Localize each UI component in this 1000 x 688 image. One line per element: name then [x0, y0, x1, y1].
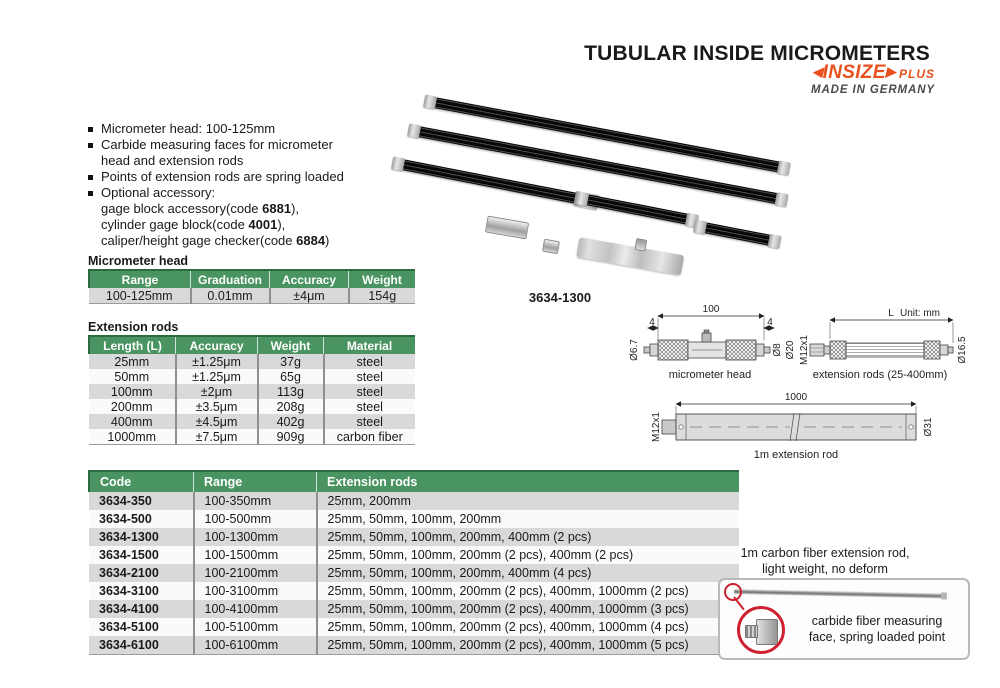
cell: 208g [258, 399, 324, 414]
column-header: Weight [258, 336, 324, 354]
feature-item: Carbide measuring faces for micrometer [88, 137, 398, 153]
carbide-face-text-line2: face, spring loaded point [808, 630, 946, 644]
column-header: Accuracy [270, 270, 349, 288]
cell: 100mm [89, 384, 176, 399]
table-row [89, 414, 415, 429]
dim-dia: Ø16.5 [957, 336, 968, 364]
dim-end-right: 4 [767, 317, 773, 328]
cell: 25mm, 200mm [317, 492, 740, 510]
table-row [89, 288, 415, 304]
dim-length-1000: 1000 [784, 392, 808, 403]
feature-item: Optional accessory: [88, 185, 398, 201]
cell: ±4.5μm [176, 414, 258, 429]
cell: 25mm, 50mm, 100mm, 200mm (2 pcs), 400mm, 1000mm (2 pcs) [317, 582, 740, 600]
column-header: Weight [349, 270, 416, 288]
extension-rods-table [88, 335, 415, 445]
cell: carbon fiber [324, 429, 416, 445]
table-row [89, 600, 739, 618]
feature-item-continuation: cylinder gage block(code 4001), [101, 217, 286, 232]
cell: ±3.5μm [176, 399, 258, 414]
table-row [89, 564, 739, 582]
cell: 3634-2100 [89, 564, 194, 582]
cell: 3634-6100 [89, 636, 194, 655]
micrometer-head-table [88, 269, 415, 304]
cell: 25mm, 50mm, 100mm, 200mm (2 pcs), 400mm, 1000mm (4 pcs) [317, 618, 740, 636]
cell: 3634-4100 [89, 600, 194, 618]
micrometer-head-photo [576, 237, 684, 275]
cell: 100-1300mm [194, 528, 317, 546]
product-photo [395, 90, 815, 305]
dim-dia-inner-right: Ø8 [772, 343, 783, 357]
table-row [89, 399, 415, 414]
feature-item: Points of extension rods are spring loaded [88, 169, 398, 185]
spring-loaded-point-image [745, 625, 758, 638]
cell: steel [324, 369, 416, 384]
cell: 65g [258, 369, 324, 384]
micrometer-ratchet-knob [634, 238, 647, 252]
micrometer-head-table-caption: Micrometer head [88, 254, 189, 268]
technical-drawings [618, 300, 1000, 465]
cell: 100-2100mm [194, 564, 317, 582]
micrometer-head-drawing [629, 304, 796, 381]
cell: 25mm, 50mm, 100mm, 200mm [317, 510, 740, 528]
codes-table [88, 470, 739, 655]
cell: 100-350mm [194, 492, 317, 510]
dim-length-label: L [888, 308, 894, 319]
bullet-square-icon [88, 143, 93, 148]
cell: steel [324, 414, 416, 429]
feature-list [88, 121, 398, 249]
carbon-fiber-note-line1: 1m carbon fiber extension rod, [740, 546, 910, 560]
cell: 25mm, 50mm, 100mm, 200mm, 400mm (4 pcs) [317, 564, 740, 582]
column-header: Material [324, 336, 416, 354]
cell: ±7.5μm [176, 429, 258, 445]
product-code-label: 3634-1300 [528, 290, 592, 305]
cell: steel [324, 384, 416, 399]
bullet-square-icon [88, 127, 93, 132]
table-row [89, 528, 739, 546]
cell: 100-4100mm [194, 600, 317, 618]
dim-thread-1m: M12x1 [651, 411, 662, 443]
one-meter-rod-drawing [651, 392, 934, 461]
table-row [89, 582, 739, 600]
cell: 25mm, 50mm, 100mm, 200mm (2 pcs), 400mm, 1000mm (5 pcs) [317, 636, 740, 655]
cell: 100-5100mm [194, 618, 317, 636]
cell: 400mm [89, 414, 176, 429]
cell: 3634-1500 [89, 546, 194, 564]
unit-note: Unit: mm [900, 308, 940, 319]
column-header: Extension rods [317, 471, 740, 492]
table-row [89, 429, 415, 445]
column-header: Graduation [191, 270, 270, 288]
column-header: Accuracy [176, 336, 258, 354]
cell: 1000mm [89, 429, 176, 445]
carbon-fiber-note-line2: light weight, no deform [762, 562, 888, 576]
cell: 154g [349, 288, 416, 304]
brand-name: INSIZE [822, 62, 886, 83]
cell: 50mm [89, 369, 176, 384]
page-title: TUBULAR INSIDE MICROMETERS [584, 42, 930, 65]
cell: 100-125mm [89, 288, 191, 304]
cell: 25mm, 50mm, 100mm, 200mm (2 pcs), 400mm, 1000mm (3 pcs) [317, 600, 740, 618]
one-meter-rod-drawing-caption: 1m extension rod [753, 449, 839, 461]
table-row [89, 384, 415, 399]
dim-overall-length: 100 [702, 304, 720, 315]
magnified-view-circle-icon [737, 606, 785, 654]
cell: 37g [258, 354, 324, 369]
cell: 100-1500mm [194, 546, 317, 564]
logo-left-arrow-icon: ◀ [812, 64, 823, 79]
column-header: Code [89, 471, 194, 492]
dim-dia-left: Ø6.7 [629, 339, 640, 361]
table-row [89, 492, 739, 510]
made-in-label: MADE IN GERMANY [810, 84, 935, 96]
cell: 3634-350 [89, 492, 194, 510]
feature-item: Micrometer head: 100-125mm [88, 121, 398, 137]
bullet-square-icon [88, 175, 93, 180]
cell: steel [324, 354, 416, 369]
cell: ±1.25μm [176, 369, 258, 384]
cell: 100-6100mm [194, 636, 317, 655]
cell: steel [324, 399, 416, 414]
carbide-face-callout [718, 578, 970, 660]
extension-rod-drawing-caption: extension rods (25-400mm) [812, 369, 948, 381]
cell: 0.01mm [191, 288, 270, 304]
dim-end-left: 4 [649, 317, 655, 328]
cell: 25mm [89, 354, 176, 369]
column-header: Length (L) [89, 336, 176, 354]
dim-dia-1m: Ø31 [923, 417, 934, 437]
cell: 3634-3100 [89, 582, 194, 600]
carbon-rod-image [734, 589, 942, 598]
feature-item-continuation: gage block accessory(code 6881), [101, 201, 300, 216]
cell: 3634-1300 [89, 528, 194, 546]
cell: 100-500mm [194, 510, 317, 528]
cell: ±4μm [270, 288, 349, 304]
cell: ±1.25μm [176, 354, 258, 369]
table-row [89, 369, 415, 384]
cell: 402g [258, 414, 324, 429]
extension-rod-photo [703, 222, 772, 246]
column-header: Range [194, 471, 317, 492]
cell: 25mm, 50mm, 100mm, 200mm, 400mm (2 pcs) [317, 528, 740, 546]
extension-rods-table-caption: Extension rods [88, 320, 179, 334]
brand-logo [811, 63, 935, 96]
table-row [89, 510, 739, 528]
carbon-fiber-note [710, 545, 940, 577]
cell: 25mm, 50mm, 100mm, 200mm (2 pcs), 400mm (2 pcs) [317, 546, 740, 564]
table-row [89, 636, 739, 655]
cell: 909g [258, 429, 324, 445]
feature-item-continuation: caliper/height gage checker(code 6884) [101, 233, 330, 248]
logo-right-arrow-icon: ▶ [885, 64, 896, 79]
cell: 200mm [89, 399, 176, 414]
cell: ±2μm [176, 384, 258, 399]
cell: 3634-500 [89, 510, 194, 528]
cell: 3634-5100 [89, 618, 194, 636]
extension-rod-photo [585, 194, 689, 225]
cell: 100-3100mm [194, 582, 317, 600]
brand-logo-line [811, 63, 935, 83]
cell: 113g [258, 384, 324, 399]
extension-rod-drawing [799, 308, 968, 381]
carbide-face-text-line1: carbide fiber measuring [811, 614, 943, 628]
micrometer-body [576, 237, 684, 275]
dim-dia-outer-right: Ø20 [785, 340, 796, 360]
table-row [89, 618, 739, 636]
adapter-photo [485, 215, 529, 239]
measuring-face-image [756, 619, 778, 645]
nut-photo [542, 239, 560, 255]
carbide-face-text [792, 613, 962, 645]
extension-rod-photo [401, 159, 578, 204]
bullet-square-icon [88, 191, 93, 196]
dim-thread: M12x1 [799, 334, 810, 366]
feature-item-continuation: head and extension rods [101, 153, 244, 168]
brand-suffix: PLUS [898, 67, 935, 81]
micrometer-head-drawing-caption: micrometer head [668, 369, 752, 381]
table-row [89, 354, 415, 369]
table-row [89, 546, 739, 564]
column-header: Range [89, 270, 191, 288]
